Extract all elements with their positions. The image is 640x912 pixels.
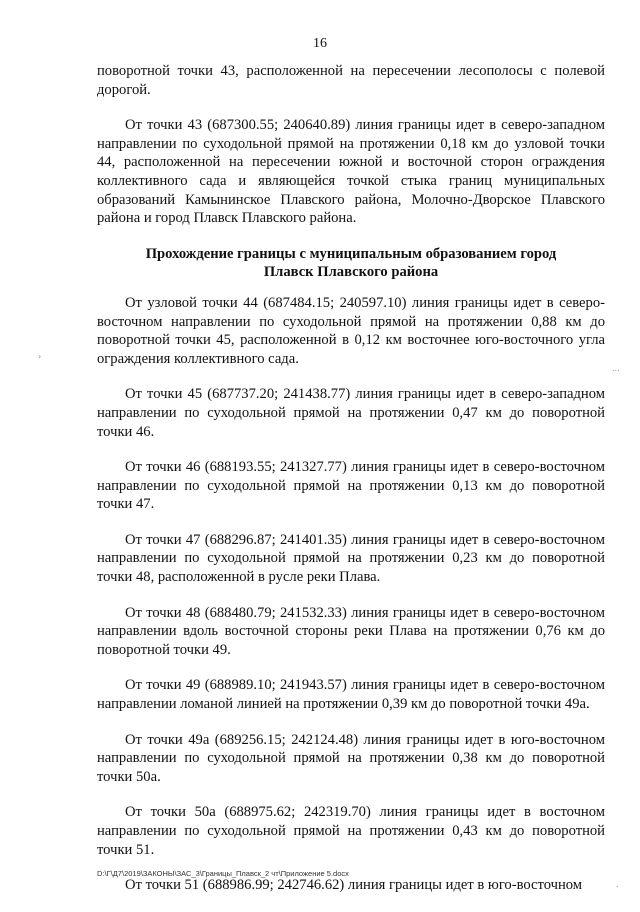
paragraph-continuation: поворотной точки 43, расположенной на пересечении лесополосы с полевой дорогой. (97, 63, 605, 98)
scan-speck-left: › (38, 352, 42, 361)
section-heading: Прохождение границы с муниципальным образованием город Плавск Плавского района (145, 245, 557, 281)
paragraph-point-49a: От точки 49а (689256.15; 242124.48) линия границы идет в юго-восточном направлении по суходольной прямой на протяжении 0,38 км до поворотной точки 50а. (97, 731, 605, 785)
paragraph-point-48: От точки 48 (688480.79; 241532.33) линия границы идет в северо-восточном направлении вдоль восточной стороны реки Плава на протяжении 0,76 км до поворотной точки 49. (97, 604, 605, 658)
scan-speck-bottom: . (616, 880, 619, 889)
paragraph-point-49: От точки 49 (688989.10; 241943.57) линия границы идет в северо-восточном направлении ломаной линией на протяжении 0,39 км до поворотной точки 49а. (97, 677, 605, 713)
paragraph-point-43: От точки 43 (687300.55; 240640.89) линия границы идет в северо-западном направлении по суходольной прямой на протяжении 0,18 км до узловой точки 44, расположенной на пересечении южной и восточной сторон ограждения коллективного сада и являющейся точкой стыка границ муниципальных образований Камынинское Плавского района, Молочно-Дворское Плавского района и город Плавск Плавского района. (97, 117, 605, 227)
paragraph-point-44: От узловой точки 44 (687484.15; 240597.10) линия границы идет в северо-восточном направлении по суходольной прямой на протяжении 0,88 км до поворотной точки 45, расположенной в 0,12 км восточнее юго-восточного угла ограждения коллективного сада. (97, 294, 605, 367)
document-body (97, 62, 605, 912)
paragraph-point-45: От точки 45 (687737.20; 241438.77) линия границы идет в северо-западном направлении по суходольной прямой на протяжении 0,47 км до поворотной точки 46. (97, 386, 605, 440)
paragraph-point-50a: От точки 50а (688975.62; 242319.70) линия границы идет в восточном направлении по суходольной прямой на протяжении 0,43 км до поворотной точки 51. (97, 804, 605, 858)
scan-speck-right: ... (612, 364, 620, 373)
footer-file-path: D:\Г\Д7\2019\ЗАКОНЫ\ЗАС_3\Границы_Плавск_2 чт\Приложение 5.docx (97, 869, 349, 878)
page-number: 16 (313, 36, 327, 51)
paragraph-point-51: От точки 51 (688986.99; 242746.62) линия границы идет в юго-восточном (125, 877, 583, 894)
paragraph-point-47: От точки 47 (688296.87; 241401.35) линия границы идет в северо-восточном направлении по суходольной прямой на протяжении 0,23 км до поворотной точки 48, расположенной в русле реки Плава. (97, 531, 605, 586)
paragraph-point-46: От точки 46 (688193.55; 241327.77) линия границы идет в северо-восточном направлении по суходольной прямой на протяжении 0,13 км до поворотной точки 47. (97, 459, 605, 513)
